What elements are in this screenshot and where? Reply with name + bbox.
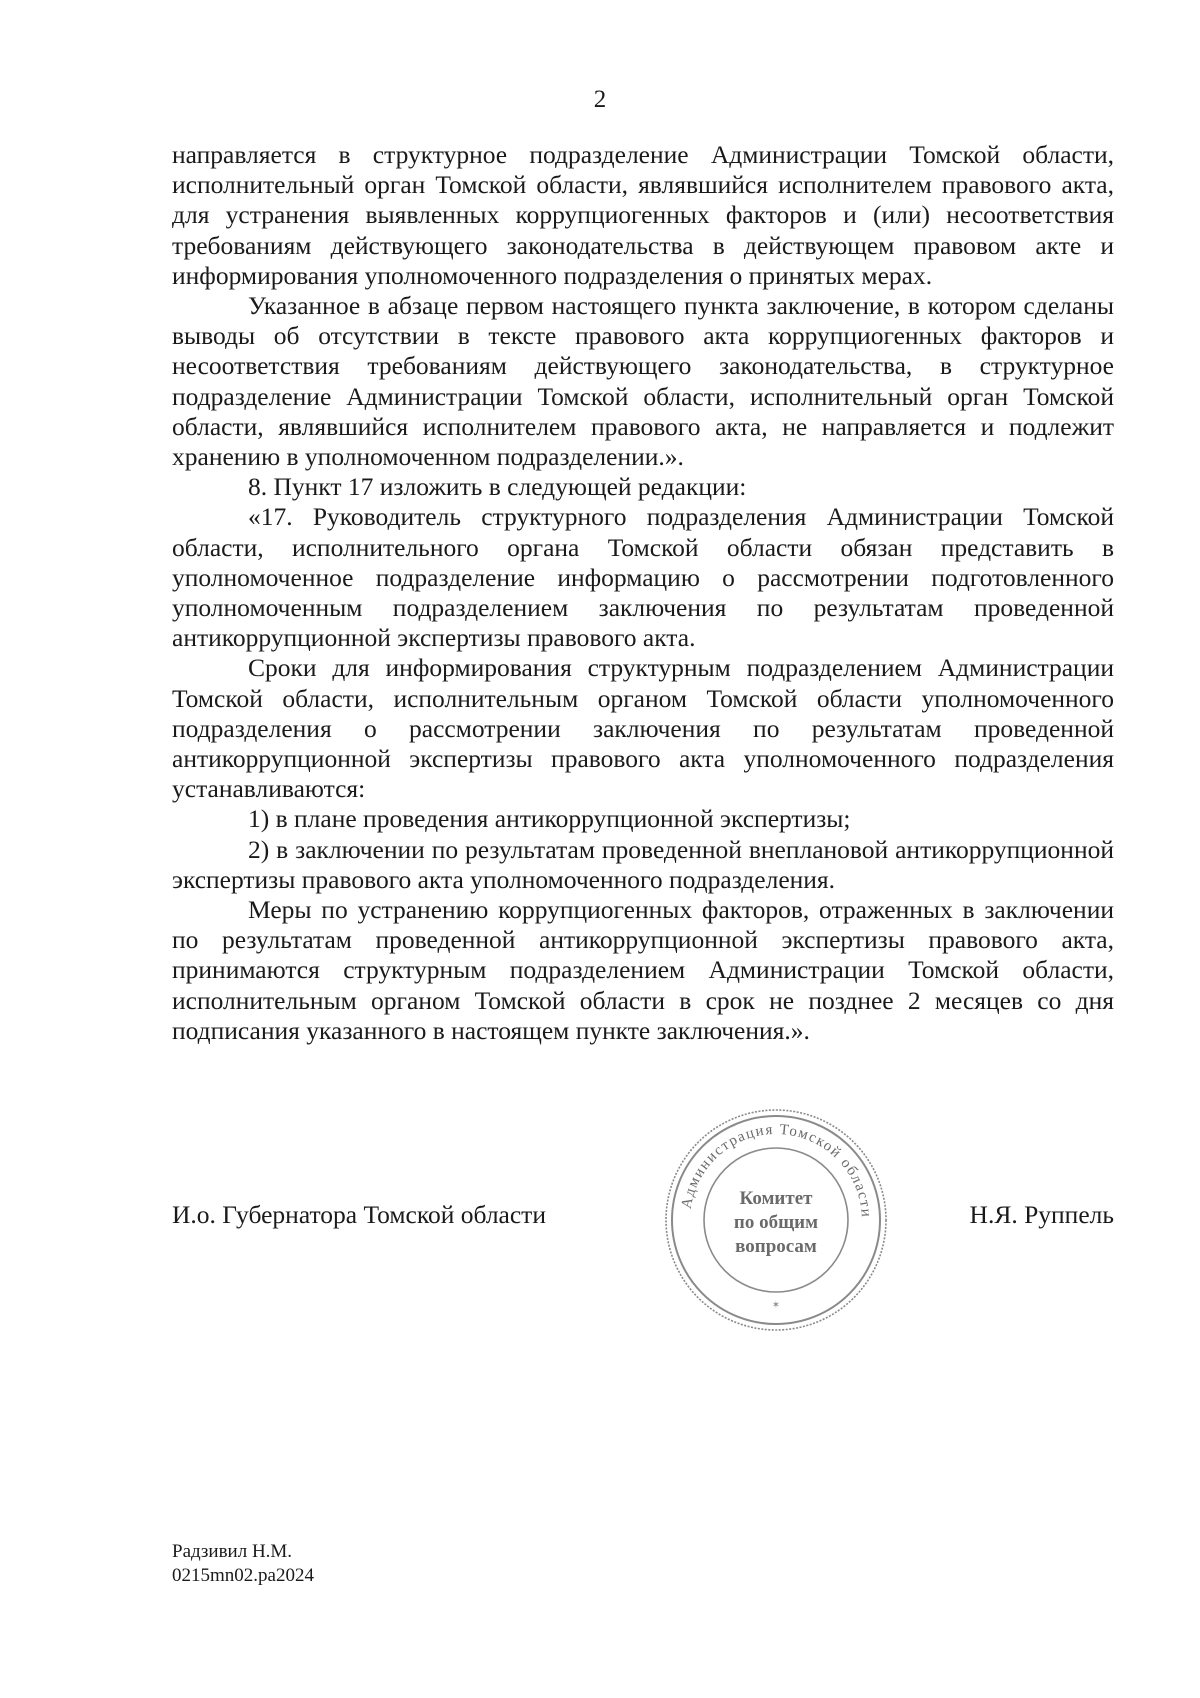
list-item: 1) в плане проведения антикоррупционной экспертизы;	[248, 804, 851, 834]
signatory-name: Н.Я. Руппель	[969, 1200, 1114, 1229]
paragraph: «17. Руководитель структурного подразделения Администрации Томской области, исполнительного органа Томской области обязан представить в уполномоченное подразделение информацию о рассмотрении подготовленного уполномоченным подразделением заключения по результатам проведенной антикоррупционной экспертизы правового акта.	[172, 502, 1114, 653]
paragraph: Сроки для информирования структурным подразделением Администрации Томской области, исполнительным органом Томской области уполномоченного подразделения о рассмотрении заключения по результатам проведенной антикоррупционной экспертизы правового акта уполномоченного подразделения устанавливаются:	[172, 653, 1114, 804]
executor-name: Радзивил Н.М.	[172, 1541, 293, 1562]
stamp-star-icon: ✶	[771, 1300, 781, 1311]
stamp-line: по общим	[733, 1212, 819, 1233]
paragraph: 8. Пункт 17 изложить в следующей редакции:	[248, 472, 747, 502]
list-item: 2) в заключении по результатам проведенной внеплановой антикоррупционной экспертизы правового акта уполномоченного подразделения.	[172, 834, 1114, 894]
stamp-line: вопросам	[735, 1236, 817, 1257]
paragraph: Меры по устранению коррупциогенных факторов, отраженных в заключении по результатам проведенной антикоррупционной экспертизы правового акта, принимаются структурным подразделением Администрации Томской области, исполнительным органом Томской области в срок не позднее 2 месяцев со дня подписания указанного в настоящем пункте заключения.».	[172, 895, 1114, 1045]
stamp-line: Комитет	[739, 1188, 813, 1209]
document-code: 0215mn02.pa2024	[172, 1565, 314, 1586]
signatory-position: И.о. Губернатора Томской области	[172, 1200, 546, 1229]
footer-executor-block	[172, 1540, 314, 1588]
page-number: 2	[593, 86, 607, 113]
stamp-ring-text: Администрация Томской области	[678, 1121, 875, 1219]
official-stamp	[660, 1104, 892, 1336]
paragraph: Указанное в абзаце первом настоящего пункта заключение, в котором сделаны выводы об отсутствии в тексте правового акта коррупциогенных факторов и несоответствия требованиям действующего законодательства, в структурное подразделение Администрации Томской области, исполнительный орган Томской области, являвшийся исполнителем правового акта, не направляется и подлежит хранению в уполномоченном подразделении.».	[172, 291, 1114, 472]
paragraph-continuation: направляется в структурное подразделение Администрации Томской области, исполнительный орган Томской области, являвшийся исполнителем правового акта, для устранения выявленных коррупциогенных факторов и (или) несоответствия требованиям действующего законодательства в действующем правовом акте и информирования уполномоченного подразделения о принятых мерах.	[172, 140, 1114, 290]
document-body	[172, 140, 1114, 1046]
